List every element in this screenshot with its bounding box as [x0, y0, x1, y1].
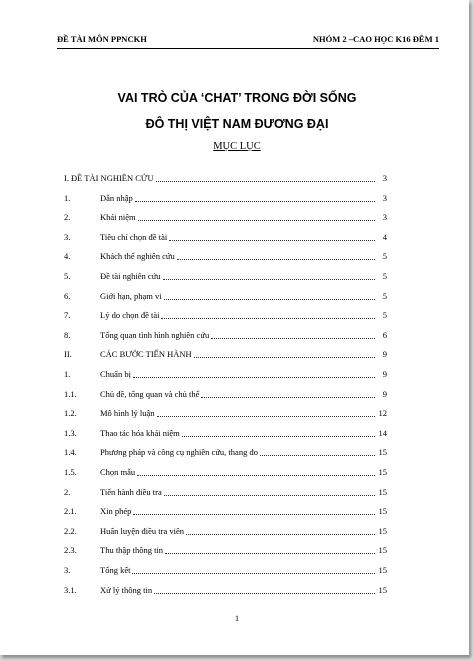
toc-dot-leader: [135, 201, 375, 202]
toc-entry-number: I.: [64, 173, 69, 183]
toc-entry-title: Dẫn nhập: [100, 192, 133, 203]
toc-entry[interactable]: [64, 172, 387, 185]
toc-entry[interactable]: [64, 231, 387, 244]
page-number: 1: [234, 613, 240, 623]
header-right-text: NHÓM 2 –CAO HỌC K16 ĐÊM 1: [312, 34, 439, 44]
toc-dot-leader: [138, 220, 375, 221]
toc-entry-number: 1.: [64, 369, 71, 379]
toc-entry[interactable]: [64, 368, 387, 381]
header-left-text: ĐỀ TÀI MÔN PPNCKH: [57, 34, 147, 44]
toc-entry-title: Xử lý thông tin: [100, 584, 153, 595]
toc-entry-title: Phương pháp và công cụ nghiên cứu, thang đo: [100, 447, 258, 458]
document-title-line-2: ĐÔ THỊ VIỆT NAM ĐƯƠNG ĐẠI: [145, 117, 329, 131]
toc-entry-page: 14: [378, 427, 387, 438]
toc-entry[interactable]: [64, 290, 387, 303]
toc-entry[interactable]: [64, 250, 387, 263]
toc-entry-number: 1.1.: [64, 388, 77, 399]
toc-entry-page: 9: [382, 349, 387, 360]
toc-entry-page: 4: [382, 231, 387, 242]
toc-dot-leader: [157, 416, 375, 417]
toc-entry[interactable]: [64, 564, 387, 577]
toc-entry-number: 2.3.: [64, 545, 77, 556]
toc-entry-number: 6.: [64, 290, 71, 301]
toc-dot-leader: [156, 181, 375, 182]
toc-entry[interactable]: [64, 270, 387, 283]
toc-dot-leader: [194, 357, 375, 358]
toc-entry-page: 15: [378, 525, 387, 536]
toc-entry[interactable]: [64, 544, 387, 557]
toc-entry-page: 15: [378, 467, 387, 477]
toc-entry-number: 2.: [64, 212, 71, 223]
toc-entry[interactable]: [64, 427, 387, 440]
toc-entry-number: 2.: [64, 486, 71, 497]
toc-dot-leader: [137, 475, 375, 476]
toc-entry-page: 6: [382, 329, 387, 340]
toc-entry-page: 9: [382, 388, 387, 399]
toc-entry-number: 3.1.: [64, 584, 77, 595]
toc-entry-title: CÁC BƯỚC TIẾN HÀNH: [100, 349, 192, 360]
toc-entry-title: Huấn luyện điều tra viên: [100, 525, 185, 536]
toc-entry-number: 1.4.: [64, 447, 77, 458]
toc-dot-leader: [154, 593, 375, 594]
toc-entry-page: 15: [378, 545, 387, 556]
toc-entry-page: 5: [382, 310, 387, 321]
toc-entry-page: 5: [382, 271, 387, 281]
toc-entry-number: 2.1.: [64, 506, 77, 517]
toc-entry-title: Mô hình lý luận: [100, 408, 155, 419]
toc-entry-number: 4.: [64, 251, 71, 262]
toc-entry-number: 5.: [64, 271, 71, 281]
toc-dot-leader: [211, 338, 375, 339]
toc-entry-title: ĐỀ TÀI NGHIÊN CỨU: [70, 173, 154, 183]
toc-entry-number: 1.3.: [64, 427, 77, 438]
toc-dot-leader: [164, 495, 375, 496]
toc-heading-text: MỤC LỤC: [213, 141, 261, 152]
toc-entry-title: Thu thập thông tin: [100, 545, 164, 556]
toc-entry-title: Thao tác hóa khái niệm: [100, 427, 180, 438]
toc-entry-title: Tổng kết: [100, 565, 131, 575]
toc-entry-number: 8.: [64, 329, 71, 340]
toc-entry[interactable]: [64, 584, 387, 597]
toc-entry-title: Tiêu chí chọn đề tài: [100, 231, 168, 242]
toc-entry[interactable]: [64, 486, 387, 499]
toc-entry-page: 3: [382, 173, 387, 183]
toc-entry-page: 15: [378, 447, 387, 458]
toc-entry-title: Tổng quan tình hình nghiên cứu: [100, 329, 210, 340]
toc-entry[interactable]: [64, 525, 387, 538]
toc-entry[interactable]: [64, 407, 387, 420]
toc-entry-page: 5: [382, 251, 387, 262]
toc-dot-leader: [201, 397, 375, 398]
toc-entry-number: 2.2.: [64, 525, 77, 536]
toc-entry-number: 3.: [64, 565, 71, 575]
toc-entry-page: 12: [378, 408, 387, 419]
toc-entry-title: Đề tài nghiên cứu: [100, 271, 161, 281]
toc-heading: [0, 141, 474, 152]
toc-entry[interactable]: [64, 329, 387, 342]
toc-entry-number: II.: [64, 349, 72, 360]
toc-dot-leader: [165, 553, 375, 554]
toc-dot-leader: [182, 436, 375, 437]
toc-dot-leader: [132, 573, 375, 574]
toc-entry-page: 15: [378, 486, 387, 497]
toc-entry-title: Giới hạn, phạm vi: [100, 290, 162, 301]
toc-entry-page: 9: [382, 369, 387, 379]
toc-dot-leader: [186, 534, 375, 535]
toc-dot-leader: [169, 240, 375, 241]
toc-entry-number: 1.2.: [64, 408, 77, 419]
toc-dot-leader: [133, 514, 375, 515]
toc-dot-leader: [260, 455, 375, 456]
toc-entry-title: Khách thể nghiên cứu: [100, 251, 175, 262]
toc-entry-title: Chọn mẫu: [100, 467, 136, 477]
toc-entry-number: 7.: [64, 310, 71, 321]
toc-entry[interactable]: [64, 466, 387, 479]
toc-entry-title: Chuẩn bị: [100, 369, 131, 379]
toc-entry[interactable]: [64, 309, 387, 322]
toc-dot-leader: [164, 299, 375, 300]
toc-entry-title: Chủ đề, tổng quan và chủ thể: [100, 388, 200, 399]
toc-dot-leader: [133, 377, 375, 378]
toc-dot-leader: [177, 259, 375, 260]
toc-entry-number: 3.: [64, 231, 71, 242]
toc-entry-title: Xin phép: [100, 506, 132, 517]
toc-entry[interactable]: [64, 388, 387, 401]
toc-entry[interactable]: [64, 192, 387, 205]
toc-dot-leader: [163, 279, 375, 280]
toc-entry-number: 1.5.: [64, 467, 77, 477]
toc-entry-page: 3: [382, 192, 387, 203]
toc-entry-page: 15: [378, 506, 387, 517]
toc-entry[interactable]: [64, 211, 387, 224]
toc-entry[interactable]: [64, 446, 387, 459]
document-title-line-1: VAI TRÒ CỦA ‘CHAT’ TRONG ĐỜI SỐNG: [117, 91, 357, 105]
toc-entry-number: 1.: [64, 192, 71, 203]
toc-entry[interactable]: [64, 505, 387, 518]
toc-entry-title: Lý do chọn đề tài: [100, 310, 160, 321]
toc-entry-page: 15: [378, 584, 387, 595]
toc-dot-leader: [161, 318, 375, 319]
toc-entry-title: Khái niệm: [100, 212, 136, 223]
toc-entry-page: 3: [382, 212, 387, 223]
page-header: [57, 34, 439, 49]
toc-entry-page: 5: [382, 290, 387, 301]
toc-entry[interactable]: [64, 348, 387, 361]
toc-entry-page: 15: [378, 565, 387, 575]
toc-entry-title: Tiến hành điều tra: [100, 486, 162, 497]
